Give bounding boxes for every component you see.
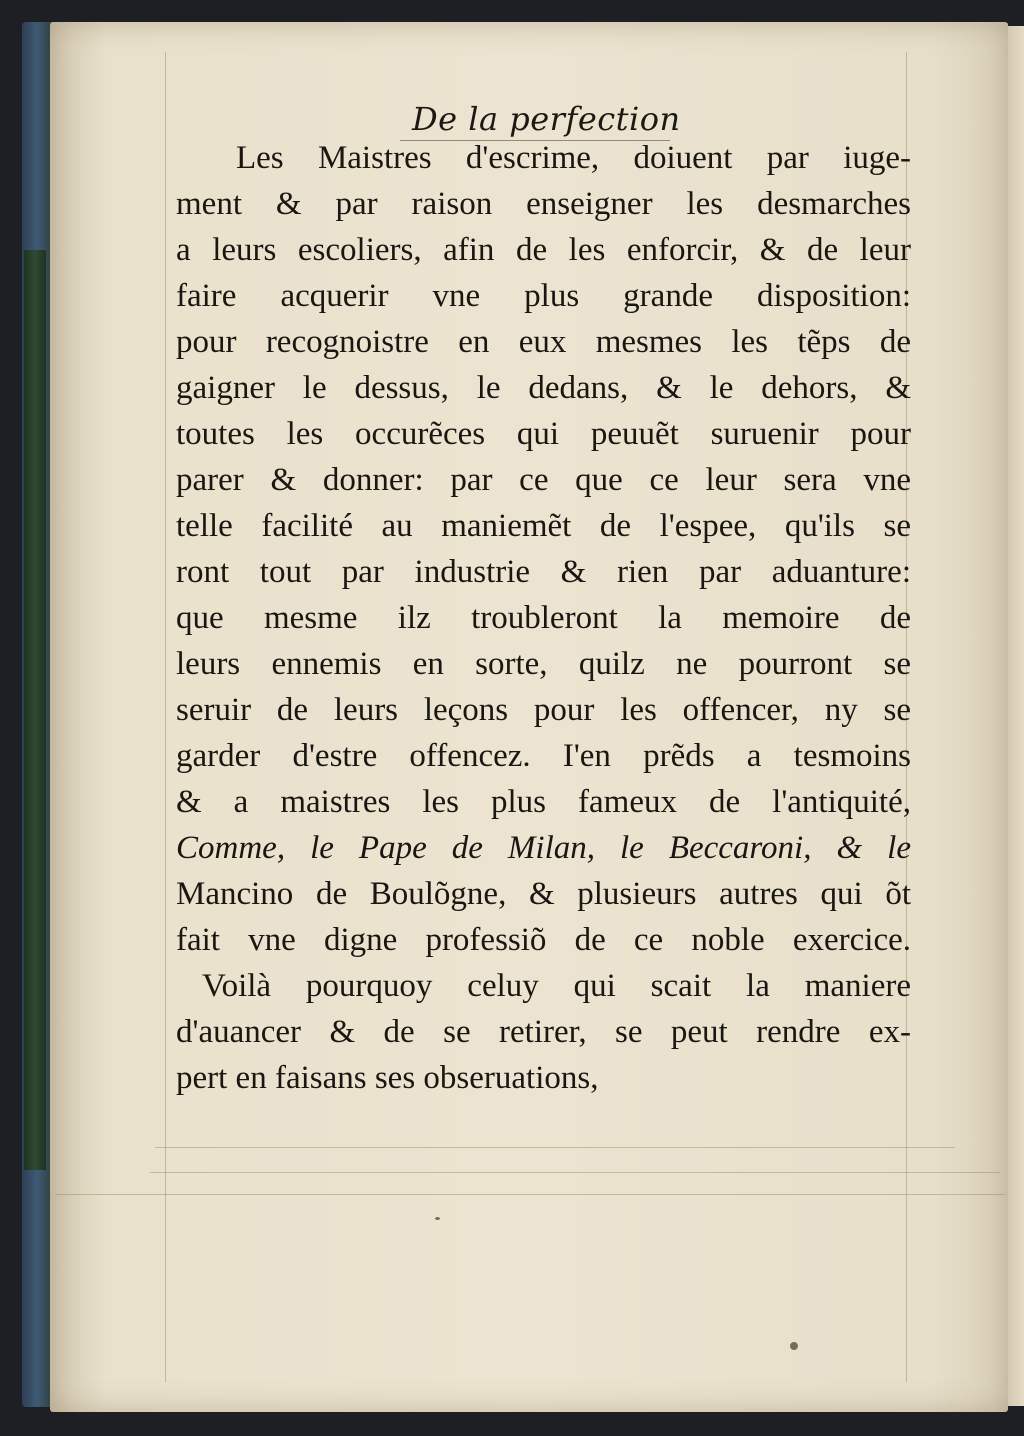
bottom-rule-3 <box>55 1194 1005 1195</box>
text-line: Mancino de Boulõgne, & plusieurs autres qui õt <box>176 876 911 912</box>
text-line: Voilà pourquoy celuy qui scait la maniere <box>202 968 911 1004</box>
text-line: d'auancer & de se retirer, se peut rendre ex- <box>176 1014 911 1050</box>
text-line: a leurs escoliers, afin de les enforcir, & de leur <box>176 232 911 268</box>
text-line: toutes les occurẽces qui peuuẽt suruenir pour <box>176 416 911 452</box>
text-line: Comme, le Pape de Milan, le Beccaroni, & le <box>176 830 911 866</box>
text-line: pert en faisans ses obseruations, <box>176 1060 599 1096</box>
text-line: telle facilité au maniemẽt de l'espee, qu'ils se <box>176 508 911 544</box>
text-line: que mesme ilz troubleront la memoire de <box>176 600 911 636</box>
text-line: parer & donner: par ce que ce leur sera vne <box>176 462 911 498</box>
text-line: ment & par raison enseigner les desmarches <box>176 186 911 222</box>
text-line: ront tout par industrie & rien par aduanture: <box>176 554 911 590</box>
margin-rule-left <box>165 52 166 1382</box>
text-line: garder d'estre offencez. I'en prẽds a tesmoins <box>176 738 911 774</box>
running-head: De la perfection <box>412 100 681 138</box>
text-line: pour recognoistre en eux mesmes les tẽps de <box>176 324 911 360</box>
ink-spot <box>790 1342 798 1350</box>
text-line: faire acquerir vne plus grande disposition: <box>176 278 911 314</box>
body-text <box>176 135 911 1101</box>
bottom-rule-1 <box>155 1147 955 1148</box>
ink-spot <box>435 1217 440 1220</box>
text-line: & a maistres les plus fameux de l'antiquité, <box>176 784 911 820</box>
text-line: seruir de leurs leçons pour les offencer, ny se <box>176 692 911 728</box>
text-line: gaigner le dessus, le dedans, & le dehors, & <box>176 370 911 406</box>
bottom-rule-2 <box>150 1172 1000 1173</box>
text-line: leurs ennemis en sorte, quilz ne pourront se <box>176 646 911 682</box>
text-line: fait vne digne professiõ de ce noble exercice. <box>176 922 911 958</box>
text-line: Les Maistres d'escrime, doiuent par iuge- <box>236 140 911 176</box>
book-spine <box>24 250 46 1170</box>
